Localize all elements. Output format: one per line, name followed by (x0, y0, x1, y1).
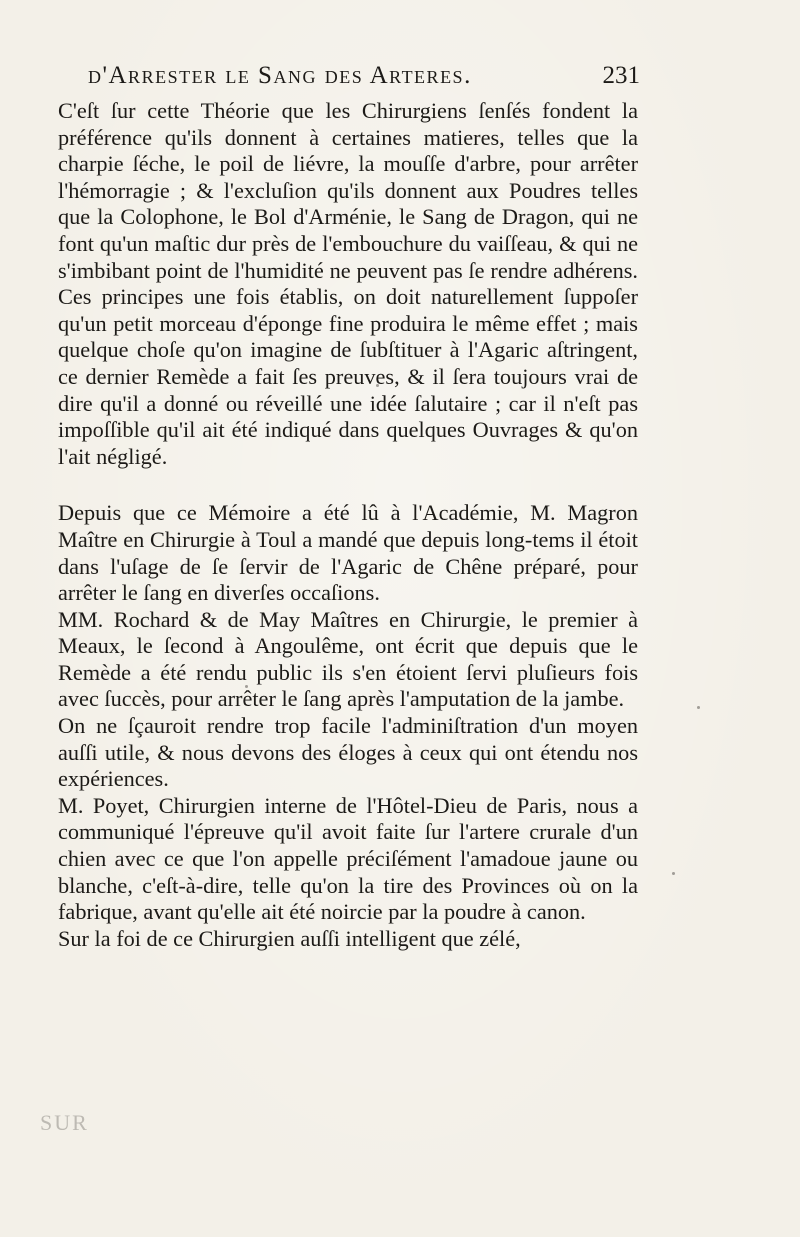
paragraph: Sur la foi de ce Chirurgien auſſi intelligent que zélé, (58, 925, 521, 951)
paragraph: Depuis que ce Mémoire a été lû à l'Académie, M. Magron Maître en Chirurgie à Toul a mandé que depuis long-tems il étoit dans l'uſage de ſe ſervir de l'Agaric de Chêne préparé, pour arrêter le ſang en diverſes occaſions. (58, 500, 638, 606)
running-title: d'Arrester le Sang des Arteres. (88, 62, 472, 89)
page-header (88, 62, 648, 98)
page-number: 231 (602, 62, 640, 89)
ink-speck (672, 872, 675, 875)
bleed-through-catchword: SUR (40, 1110, 89, 1135)
ink-speck (245, 685, 248, 688)
paragraph: C'eſt ſur cette Théorie que les Chirurgiens ſenſés fondent la préférence qu'ils donnent à certaines matieres, telles que la charpie ſéche, le poil de liévre, la mouſſe d'arbre, pour arrêter l'hémorragie ; & l'excluſion qu'ils donnent aux Poudres telles que la Colophone, le Bol d'Arménie, le Sang de Dragon, qui ne font qu'un maſtic dur près de l'embouchure du vaiſſeau, & qui ne s'imbibant point de l'humidité ne peuvent pas ſe rendre adhérens. Ces principes une fois établis, on doit naturellement ſuppoſer qu'un petit morceau d'éponge fine produira le même effet ; mais quelque choſe qu'on imagine de ſubſtituer à l'Agaric aſtringent, ce dernier Remède a fait ſes preuves, & il ſera toujours vrai de dire qu'il a donné ou réveillé une idée ſalutaire ; car il n'eſt pas impoſſible qu'il ait été indiqué dans quelques Ouvrages & qu'on l'ait négligé. (58, 98, 638, 469)
ink-speck (376, 384, 379, 387)
paragraph: On ne ſçauroit rendre trop facile l'adminiſtration d'un moyen auſſi utile, & nous devons des éloges à ceux qui ont étendu nos expériences. (58, 713, 638, 792)
paragraph-gap (58, 470, 638, 500)
ink-speck (697, 706, 700, 709)
paragraph: MM. Rochard & de May Maîtres en Chirurgie, le premier à Meaux, le ſecond à Angoulême, ont écrit que depuis que le Remède a été rendu public ils s'en étoient ſervi pluſieurs fois avec ſuccès, pour arrêter le ſang après l'amputation de la jambe. (58, 606, 638, 712)
body-text (58, 98, 638, 952)
paragraph: M. Poyet, Chirurgien interne de l'Hôtel-Dieu de Paris, nous a communiqué l'épreuve qu'il avoit faite ſur l'artere crurale d'un chien avec ce que l'on appelle préciſément l'amadoue jaune ou blanche, c'eſt-à-dire, telle qu'on la tire des Provinces où on la fabrique, avant qu'elle ait été noircie par la poudre à canon. (58, 792, 638, 925)
